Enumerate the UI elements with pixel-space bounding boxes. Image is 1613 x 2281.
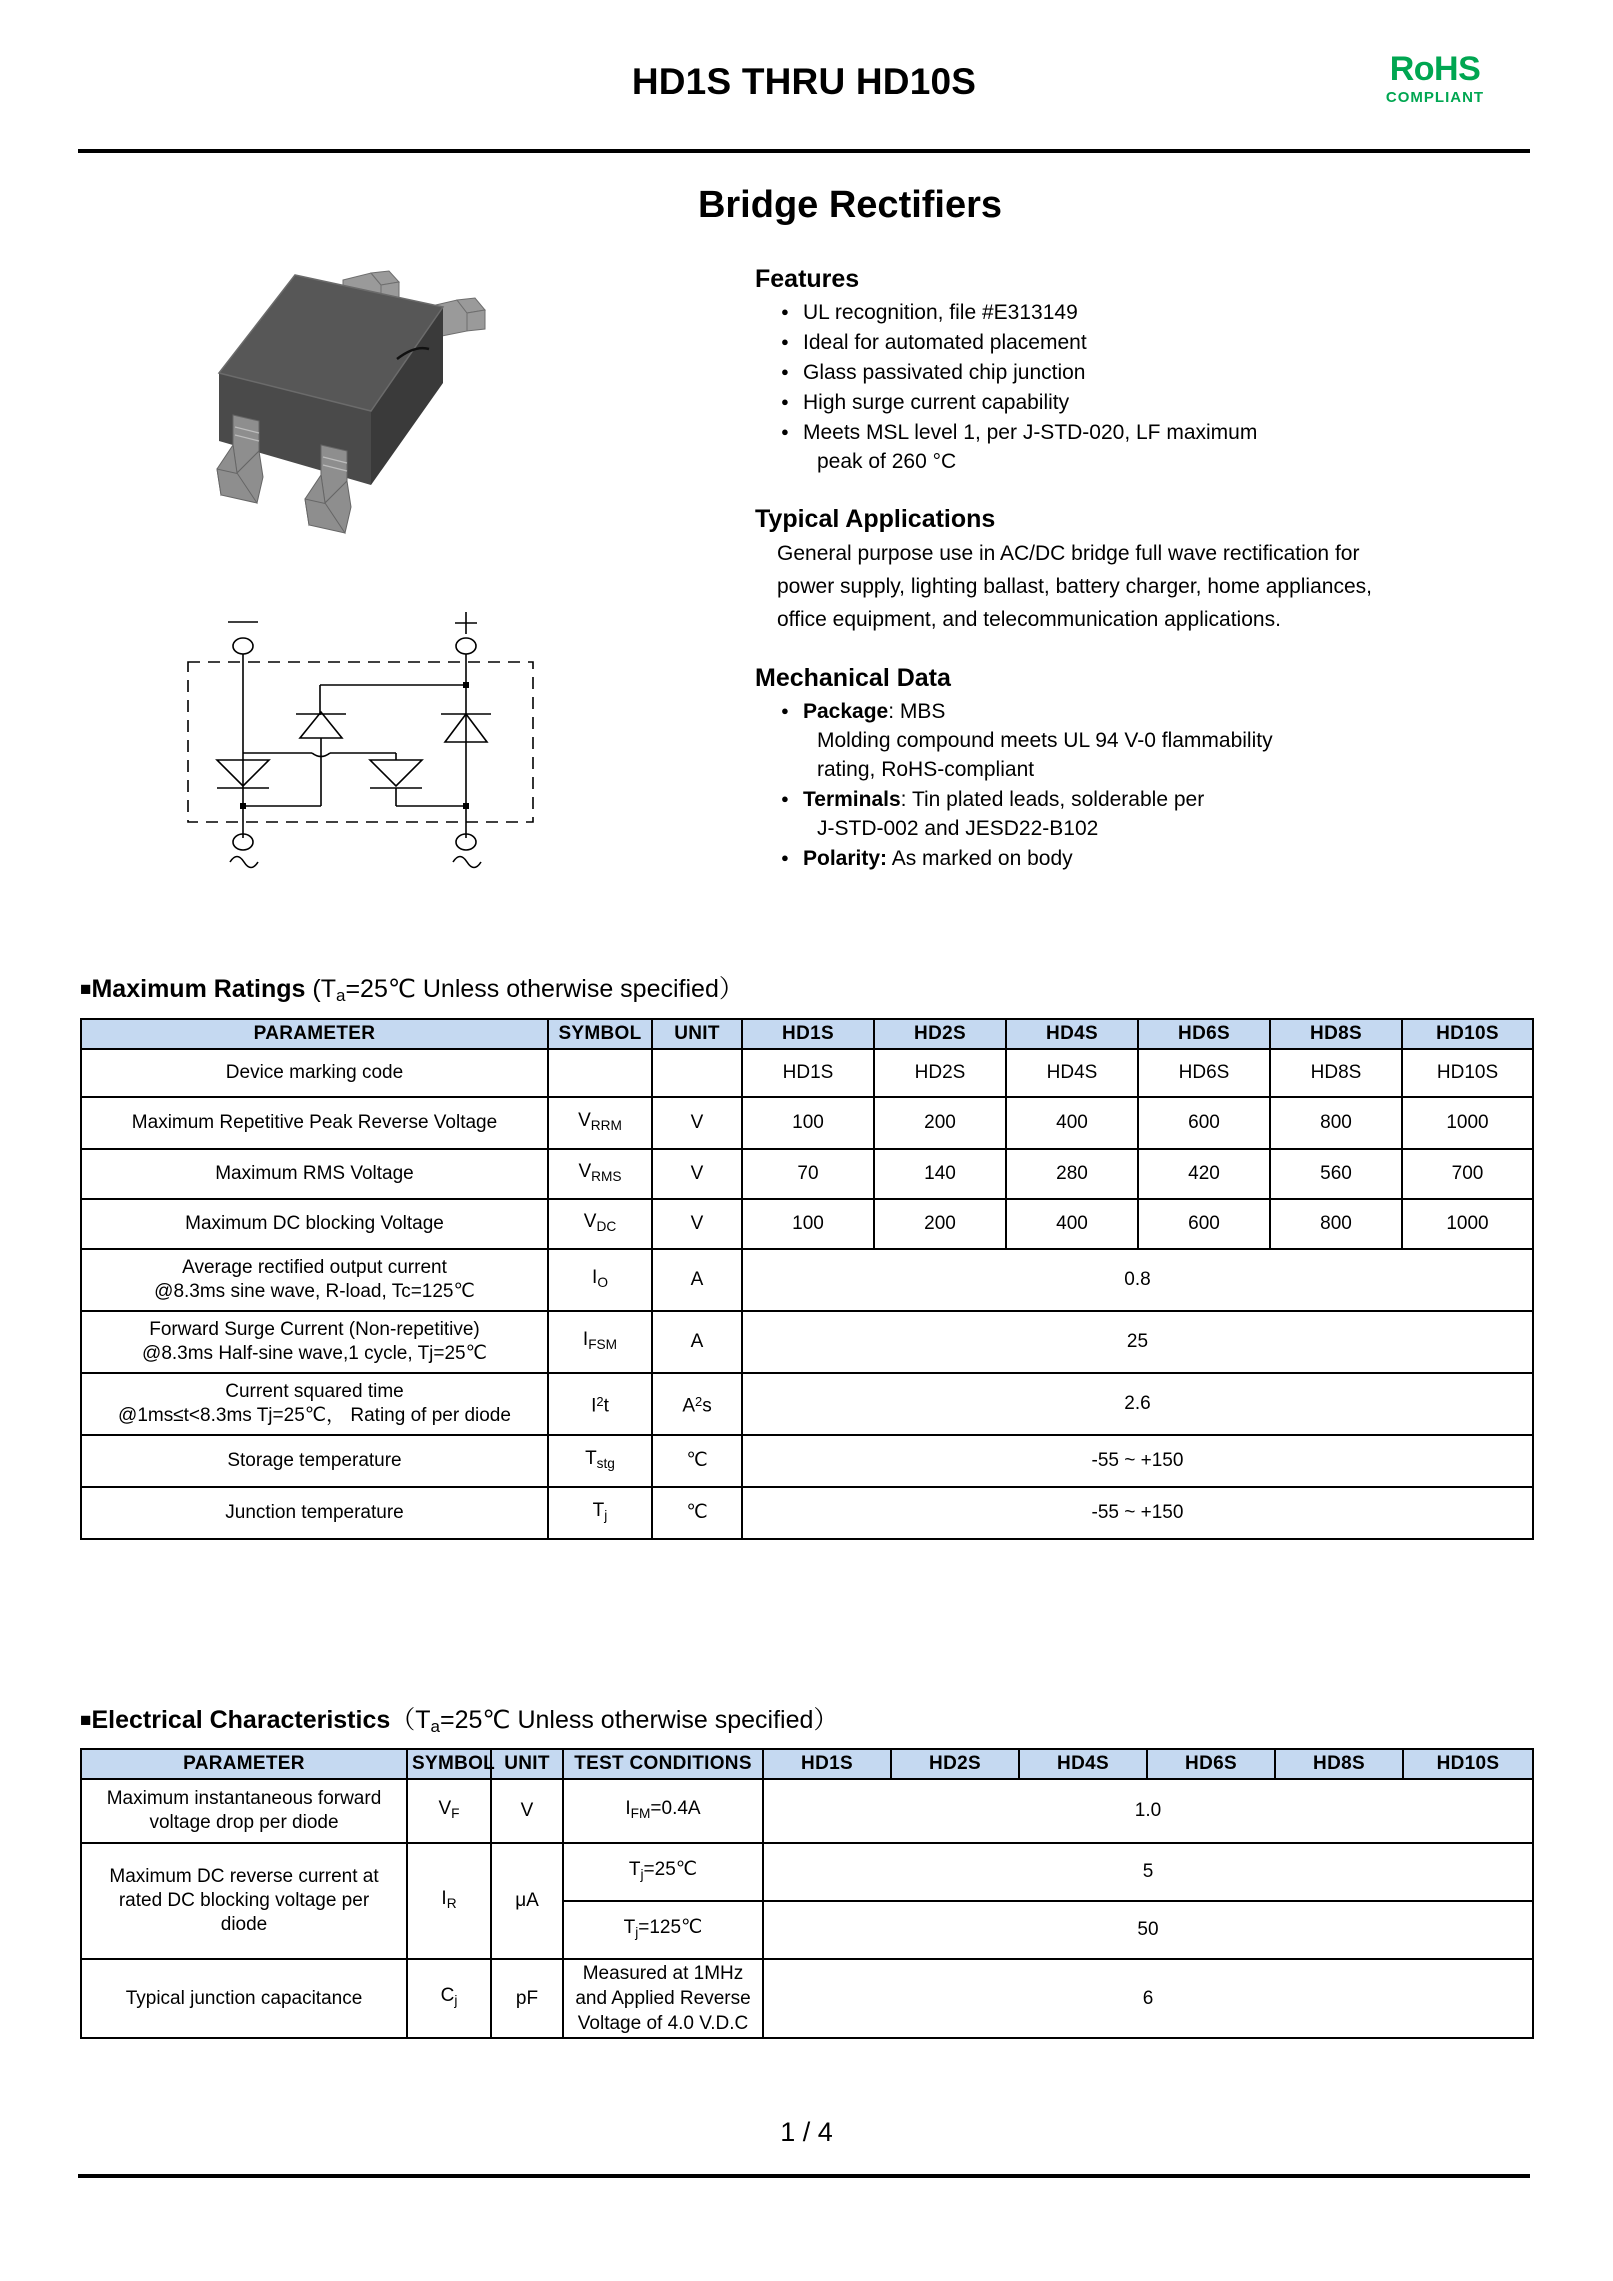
cell-hd8s: HD8S (1270, 1049, 1402, 1097)
page-number: 1 / 4 (780, 2117, 833, 2147)
cond-line1: Measured at 1MHz (582, 1963, 744, 1984)
cell-merged-value: 2.6 (742, 1373, 1533, 1435)
col-symbol: SYMBOL (407, 1749, 491, 1779)
symbol-main: V (438, 1797, 452, 1819)
cell-hd2s: HD2S (874, 1049, 1006, 1097)
bullet-square-icon: ■ (80, 979, 92, 1000)
cond-sub: j (635, 1924, 639, 1940)
applications-line1: General purpose use in AC/DC bridge full wave rectification for (777, 542, 1360, 565)
polarity-value: As marked on body (887, 847, 1073, 870)
feature-text-cont: peak of 260 °C (817, 450, 957, 473)
cond-rest: =125℃ (638, 1916, 703, 1938)
electrical-caption-bold: Electrical Characteristics (91, 1706, 391, 1734)
mechanical-terminals-item (781, 785, 1545, 843)
row-symbol (548, 1149, 652, 1199)
cell-hd6s: 420 (1138, 1149, 1270, 1199)
electrical-caption (80, 1704, 838, 1743)
cell-hd10s: 1000 (1402, 1199, 1533, 1249)
row-unit: pF (491, 1959, 563, 2038)
row-parameter: Device marking code (81, 1049, 548, 1097)
cell-merged-value: -55 ~ +150 (742, 1487, 1533, 1539)
row-parameter (81, 1373, 548, 1435)
row-symbol (548, 1311, 652, 1373)
col-hd4s: HD4S (1019, 1749, 1147, 1779)
symbol-main: C (440, 1985, 455, 2007)
cell-hd2s: 140 (874, 1149, 1006, 1199)
mechanical-list (755, 697, 1545, 873)
table-row (81, 1049, 1533, 1097)
cell-merged-value: 25 (742, 1311, 1533, 1373)
row-parameter: Typical junction capacitance (81, 1959, 407, 2038)
row-unit: V (652, 1097, 742, 1149)
table-row (81, 1311, 1533, 1373)
table-row (81, 1199, 1533, 1249)
col-hd6s: HD6S (1147, 1749, 1275, 1779)
cell-hd4s: HD4S (1006, 1049, 1138, 1097)
caption-paren-a: (T (312, 975, 336, 1003)
applications-line2: power supply, lighting ballast, battery charger, home appliances, (777, 575, 1372, 598)
cond-sub: j (640, 1866, 644, 1882)
col-hd2s: HD2S (874, 1019, 1006, 1049)
cell-hd6s: 600 (1138, 1199, 1270, 1249)
package-value: : MBS (888, 700, 946, 723)
col-hd10s: HD10S (1403, 1749, 1533, 1779)
col-unit: UNIT (491, 1749, 563, 1779)
row-parameter: Maximum DC blocking Voltage (81, 1199, 548, 1249)
param-line1: Maximum instantaneous forward (106, 1788, 382, 1809)
symbol-main: V (583, 1210, 597, 1232)
cell-merged-value: -55 ~ +150 (742, 1435, 1533, 1487)
bullet-square-icon: ■ (80, 1710, 92, 1731)
mechanical-polarity-item (781, 844, 1545, 873)
param-line2: @8.3ms sine wave, R-load, Tc=125℃ (154, 1281, 475, 1302)
cell-hd1s: 70 (742, 1149, 874, 1199)
param-line1: Current squared time (225, 1381, 404, 1402)
caption-rest-a: =25℃ Unless otherwise specified） (345, 975, 744, 1003)
table-row (81, 1373, 1533, 1435)
row-parameter: Maximum Repetitive Peak Reverse Voltage (81, 1097, 548, 1149)
row-unit: V (491, 1779, 563, 1843)
param-line1: Maximum DC reverse current at (109, 1866, 379, 1887)
row-symbol (548, 1487, 652, 1539)
cell-hd10s: 1000 (1402, 1097, 1533, 1149)
cell-hd6s: HD6S (1138, 1049, 1270, 1097)
feature-item (781, 298, 1545, 327)
cond-line2: and Applied Reverse (575, 1988, 751, 2009)
symbol-sub: RRM (590, 1117, 622, 1133)
col-hd10s: HD10S (1402, 1019, 1533, 1049)
terminals-line2: J-STD-002 and JESD22-B102 (817, 817, 1099, 840)
row-symbol (407, 1779, 491, 1843)
row-unit: A (652, 1311, 742, 1373)
table-row (81, 1487, 1533, 1539)
param-line2: @1ms≤t<8.3ms Tj=25℃， Rating of per diode (118, 1405, 511, 1426)
row-symbol (407, 1959, 491, 2038)
symbol-main: I (441, 1887, 447, 1909)
symbol-sub: j (454, 1992, 458, 2008)
cell-merged-value: 0.8 (742, 1249, 1533, 1311)
symbol-sub: j (604, 1507, 608, 1523)
param-line3: diode (220, 1914, 268, 1935)
caption-paren-b: （T (390, 1706, 431, 1734)
row-parameter: Junction temperature (81, 1487, 548, 1539)
page-title: Bridge Rectifiers (697, 184, 1003, 226)
bridge-rectifier-schematic (160, 590, 570, 880)
cell-merged-value: 5 (763, 1843, 1533, 1901)
feature-item (781, 328, 1545, 357)
symbol-main: T (585, 1447, 597, 1469)
terminals-value: : Tin plated leads, solderable per (900, 788, 1205, 811)
row-test-condition (563, 1843, 763, 1901)
cell-hd2s: 200 (874, 1199, 1006, 1249)
cell-hd1s: 100 (742, 1097, 874, 1149)
row-test-condition (563, 1779, 763, 1843)
cell-hd4s: 400 (1006, 1199, 1138, 1249)
symbol-main: V (578, 1160, 592, 1182)
cell-hd8s: 800 (1270, 1199, 1402, 1249)
schematic-svg (160, 590, 570, 880)
table-header-row (81, 1749, 1533, 1779)
cell-merged-value: 1.0 (763, 1779, 1533, 1843)
param-line1: Forward Surge Current (Non-repetitive) (149, 1319, 480, 1340)
max-ratings-caption (80, 973, 744, 1012)
row-symbol (548, 1199, 652, 1249)
rohs-main-text: RoHS (1389, 50, 1481, 88)
param-line2: @8.3ms Half-sine wave,1 cycle, Tj=25℃ (142, 1343, 487, 1364)
param-line2: rated DC blocking voltage per (118, 1890, 370, 1911)
col-unit: UNIT (652, 1019, 742, 1049)
mechanical-package-item (781, 697, 1545, 784)
footer-divider (78, 2174, 1530, 2178)
col-hd8s: HD8S (1275, 1749, 1403, 1779)
symbol-sub: R (446, 1895, 457, 1911)
applications-heading: Typical Applications (755, 505, 996, 533)
row-unit (652, 1049, 742, 1097)
col-parameter: PARAMETER (81, 1749, 407, 1779)
row-unit: A (652, 1249, 742, 1311)
package-3d-drawing (175, 255, 515, 545)
symbol-superscript: 2 (596, 1393, 604, 1409)
feature-text: UL recognition, file #E313149 (803, 301, 1078, 324)
package-line2: Molding compound meets UL 94 V-0 flammability (817, 729, 1273, 752)
row-test-condition (563, 1959, 763, 2038)
row-symbol (407, 1843, 491, 1959)
symbol-main: I (582, 1328, 589, 1350)
symbol-main: V (578, 1109, 591, 1131)
cond-rest: =0.4A (650, 1797, 701, 1819)
table-header-row (81, 1019, 1533, 1049)
cond-main: I (625, 1797, 631, 1819)
caption-rest-b: =25℃ Unless otherwise specified） (440, 1706, 839, 1734)
caption-sub-a: a (335, 986, 346, 1005)
table-row (81, 1779, 1533, 1843)
row-unit: μA (491, 1843, 563, 1959)
mechanical-heading: Mechanical Data (755, 664, 951, 692)
row-unit: ℃ (652, 1435, 742, 1487)
table-row (81, 1097, 1533, 1149)
feature-item (781, 388, 1545, 417)
package-label: Package (803, 700, 889, 723)
feature-text: Meets MSL level 1, per J-STD-020, LF maximum (803, 421, 1258, 444)
symbol-sub: FSM (588, 1336, 618, 1352)
cond-line3: Voltage of 4.0 V.D.C (577, 2013, 749, 2034)
col-symbol: SYMBOL (548, 1019, 652, 1049)
polarity-label: Polarity: (803, 847, 888, 870)
row-test-condition (563, 1901, 763, 1959)
cond-main: T (628, 1858, 641, 1880)
features-heading: Features (755, 265, 860, 293)
cell-hd4s: 280 (1006, 1149, 1138, 1199)
table-row (81, 1435, 1533, 1487)
max-ratings-caption-bold: Maximum Ratings (91, 975, 306, 1003)
row-symbol (548, 1049, 652, 1097)
terminals-label: Terminals (803, 788, 901, 811)
symbol-main: I (592, 1266, 598, 1288)
part-range-title: HD1S THRU HD10S (631, 61, 977, 102)
cond-rest: =25℃ (643, 1858, 698, 1880)
electrical-characteristics-table (80, 1748, 1534, 2039)
row-unit: $A^2s$ (652, 1373, 742, 1435)
caption-sub-b: a (430, 1717, 441, 1736)
row-unit: V (652, 1149, 742, 1199)
table-row (81, 1843, 1533, 1901)
cell-hd10s: HD10S (1402, 1049, 1533, 1097)
row-symbol (548, 1249, 652, 1311)
header-divider (78, 149, 1530, 153)
cell-hd10s: 700 (1402, 1149, 1533, 1199)
row-symbol (548, 1097, 652, 1149)
right-text-column (755, 262, 1545, 874)
col-hd2s: HD2S (891, 1749, 1019, 1779)
cell-hd1s: 100 (742, 1199, 874, 1249)
feature-item (781, 358, 1545, 387)
max-ratings-table (80, 1018, 1534, 1540)
col-hd1s: HD1S (742, 1019, 874, 1049)
row-symbol: $I^2t$ (548, 1373, 652, 1435)
symbol-main: T (592, 1499, 605, 1521)
cell-hd8s: 560 (1270, 1149, 1402, 1199)
cell-merged-value: 6 (763, 1959, 1533, 2038)
row-parameter (81, 1843, 407, 1959)
param-line1: Average rectified output current (182, 1257, 447, 1278)
row-parameter: Maximum RMS Voltage (81, 1149, 548, 1199)
cond-main: T (623, 1916, 636, 1938)
symbol-sub: F (451, 1805, 460, 1821)
col-hd4s: HD4S (1006, 1019, 1138, 1049)
row-symbol (548, 1435, 652, 1487)
col-test-conditions: TEST CONDITIONS (563, 1749, 763, 1779)
row-parameter (81, 1249, 548, 1311)
row-parameter (81, 1311, 548, 1373)
package-photo (175, 255, 515, 545)
cell-hd1s: HD1S (742, 1049, 874, 1097)
cond-sub: FM (630, 1805, 651, 1821)
unit-superscript: 2 (695, 1393, 703, 1409)
row-parameter (81, 1779, 407, 1843)
feature-text: Glass passivated chip junction (803, 361, 1086, 384)
cell-hd8s: 800 (1270, 1097, 1402, 1149)
cell-hd4s: 400 (1006, 1097, 1138, 1149)
rohs-logo (1340, 50, 1530, 108)
cell-hd6s: 600 (1138, 1097, 1270, 1149)
row-unit: ℃ (652, 1487, 742, 1539)
cell-merged-value: 50 (763, 1901, 1533, 1959)
symbol-sub: RMS (591, 1168, 622, 1184)
row-parameter: Storage temperature (81, 1435, 548, 1487)
table-row (81, 1149, 1533, 1199)
symbol-sub: DC (596, 1218, 617, 1234)
col-hd6s: HD6S (1138, 1019, 1270, 1049)
feature-text: Ideal for automated placement (803, 331, 1087, 354)
package-line3: rating, RoHS-compliant (817, 758, 1035, 781)
table-row (81, 1249, 1533, 1311)
symbol-sub: stg (596, 1455, 615, 1471)
page-header (78, 50, 1530, 150)
feature-text: High surge current capability (803, 391, 1070, 414)
col-hd8s: HD8S (1270, 1019, 1402, 1049)
features-list (755, 298, 1545, 476)
col-hd1s: HD1S (763, 1749, 891, 1779)
col-parameter: PARAMETER (81, 1019, 548, 1049)
row-unit: V (652, 1199, 742, 1249)
applications-line3: office equipment, and telecommunication applications. (777, 608, 1281, 631)
symbol-sub: O (597, 1274, 608, 1290)
table-row (81, 1959, 1533, 2038)
rohs-compliant-text: COMPLIANT (1385, 89, 1485, 106)
cell-hd2s: 200 (874, 1097, 1006, 1149)
param-line2: voltage drop per diode (149, 1812, 339, 1833)
feature-item (781, 418, 1545, 476)
